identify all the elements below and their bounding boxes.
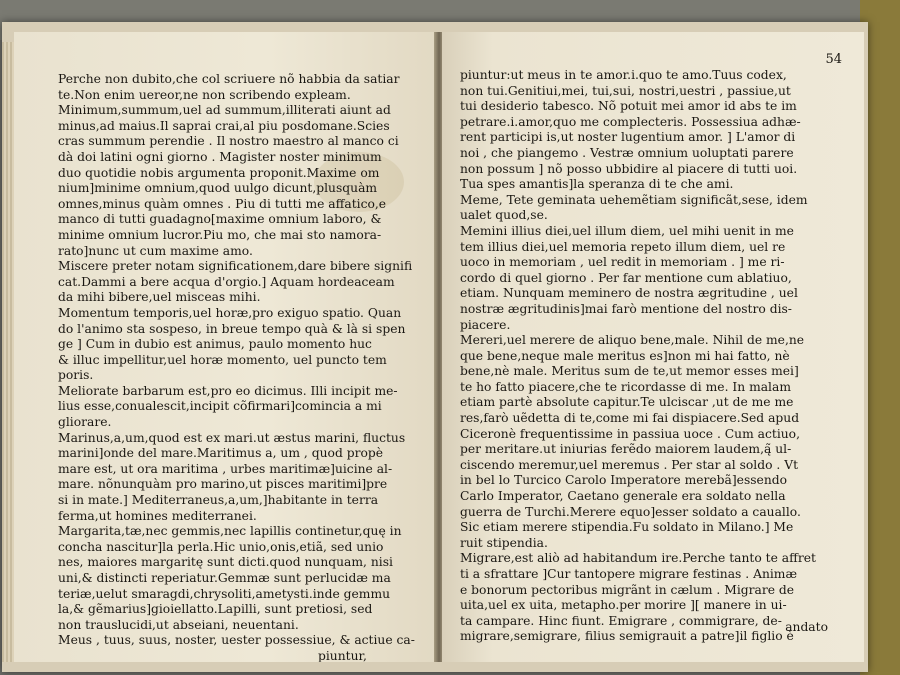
text-line: duo quotidie nobis argumenta proponit.Maxime om <box>58 165 380 180</box>
text-line: nium]minime omnium,quod uulgo dicunt,plusquàm <box>58 181 378 196</box>
text-line: Miscere preter notam significationem,dare bibere signifi <box>58 259 413 274</box>
text-line: & illuc impellitur,uel horæ momento, uel puncto tem <box>58 352 387 367</box>
text-line: Memini illius diei,uel illum diem, uel mihi uenit in me <box>460 223 794 238</box>
text-line: ti a sfrattare ]Cur tantopere migrare festinas . Animæ <box>460 567 798 581</box>
text-line: petrare.i.amor,quo me complecteris. Possessiua adhæ- <box>460 114 801 129</box>
text-line: si in mate.] Mediterraneus,a,um,]habitante in terra <box>58 493 379 508</box>
text-line: Meme, Tete geminata uehemẽtiam significãt,sese, idem <box>460 192 808 207</box>
text-line: ualet quod,se. <box>460 208 548 223</box>
text-line: Migrare,est aliò ad habitandum ire.Perche tanto te affret <box>460 551 816 566</box>
text-line: poris. <box>58 368 94 383</box>
text-line: piacere. <box>460 317 511 332</box>
left-page-text <box>58 72 415 662</box>
text-line: per meritare.ut iniurias ferẽdo maiorem laudem,ą̃ ul- <box>460 442 792 457</box>
left-page <box>14 32 437 662</box>
text-line: manco di tutti guadagno[maxime omnium laboro, & <box>58 212 382 227</box>
text-line: uni,& distincti reperiatur.Gemmæ sunt perlucidæ ma <box>58 571 391 585</box>
text-line: Perche non dubito,che col scriuere nõ habbia da satiar <box>58 72 400 86</box>
text-line: que bene,neque male meritus es]non mi hai fatto, nè <box>460 348 790 363</box>
text-line: da mihi bibere,uel misceas mihi. <box>58 290 261 305</box>
text-line: Momentum temporis,uel horæ,pro exiguo spatio. Quan <box>58 305 402 320</box>
text-line: in bel lo Turcico Carolo Imperatore merebã]essendo <box>460 473 788 488</box>
text-line: guerra de Turchi.Merere equo]esser soldato a cauallo. <box>460 504 801 519</box>
text-line: non tui.Genitiui,mei, tui,sui, nostri,uestri , passiue,ut <box>460 83 791 98</box>
text-line: mare est, ut ora maritima , urbes maritimæ]uicine al- <box>58 461 393 476</box>
page-edges <box>2 42 14 662</box>
open-book <box>2 22 868 672</box>
text-line: Tua spes amantis]la speranza di te che ami. <box>460 177 734 192</box>
text-line: Marinus,a,um,quod est ex mari.ut æstus marini, fluctus <box>58 430 406 445</box>
text-line: rato]nunc ut cum maxime amo. <box>58 243 253 258</box>
text-line: nostræ ægritudinis]mai farò mentione del nostro dis- <box>460 301 792 316</box>
text-line: te.Non enim uereor,ne non scribendo expleam. <box>58 87 351 102</box>
text-line: Margarita,tæ,nec gemmis,nec lapillis continetur,quę in <box>58 524 402 539</box>
text-line: Meliorate barbarum est,pro eo dicimus. Illi incipit me- <box>58 383 398 398</box>
right-page <box>442 32 864 662</box>
text-line: concha nascitur]la perla.Hic unio,onis,etiã, sed unio <box>58 539 384 554</box>
text-line: noi , che piangemo . Vestræ omnium uoluptati parere <box>460 145 794 160</box>
text-line: nes, maiores margaritę sunt dicti.quod nunquam, nisi <box>58 555 393 570</box>
text-line: ta campare. Hinc fiunt. Emigrare , commigrare, de- <box>460 613 782 628</box>
text-line: gliorare. <box>58 415 112 430</box>
text-line: Sic etiam merere stipendia.Fu soldato in Milano.] Me <box>460 520 794 535</box>
text-line: Ciceronè frequentissime in passiua uoce . Cum actiuo, <box>460 426 800 441</box>
text-line: ruit stipendia. <box>460 535 548 550</box>
text-line: lius esse,conualescit,incipit cõfirmari]comincia a mi <box>58 399 382 414</box>
text-line: Meus , tuus, suus, noster, uester possessiue, & actiue ca- <box>58 633 415 648</box>
page-number: 54 <box>825 52 842 67</box>
text-line: uita,uel ex uita, metapho.per morire ][ manere in ui- <box>460 598 787 613</box>
text-line: cat.Dammi a bere acqua d'orgio.] Aquam hordeaceam <box>58 274 395 289</box>
text-line: bene,nè male. Meritus sum de te,ut memor esses mei] <box>460 364 799 379</box>
catchword: andato <box>785 620 828 634</box>
text-line: etiam partè absolute capitur.Te ulciscar ,ut de me me <box>460 395 794 410</box>
text-line: non possum ] nõ posso ubbidire al piacere di tutti uoi. <box>460 161 798 176</box>
text-line: do l'animo sta sospeso, in breue tempo quà & là si spen <box>58 321 406 336</box>
text-line: marini]onde del mare.Maritimus a, um , quod propè <box>58 446 384 461</box>
text-line: Mereri,uel merere de aliquo bene,male. Nihil de me,ne <box>460 333 805 348</box>
text-line: piuntur, <box>318 648 367 662</box>
right-page-text <box>460 68 816 645</box>
text-line: rent participi is,ut noster lugentium amor. ] L'amor di <box>460 130 796 145</box>
text-line: la,& gẽmarius]gioiellatto.Lapilli, sunt pretiosi, sed <box>58 602 373 617</box>
text-line: minus,ad maius.Il saprai crai,al piu posdomane.Scies <box>58 118 390 133</box>
text-line: non trauslucidi,ut abseiani, neuentani. <box>58 617 299 632</box>
text-line: res,farò uẽdetta di te,come mi fai dispiacere.Sed apud <box>460 411 800 426</box>
text-line: e bonorum pectoribus migrãnt in cælum . Migrare de <box>460 582 795 597</box>
text-line: dà doi latini ogni giorno . Magister noster minimum <box>58 149 382 164</box>
text-line: tui desiderio tabesco. Nõ potuit mei amor id abs te im <box>460 99 797 114</box>
text-line: mare. nõnunquàm pro marino,ut pisces maritimi]pre <box>58 477 388 492</box>
text-line: ferma,ut homines mediterranei. <box>58 508 257 523</box>
text-line: etiam. Nunquam meminero de nostra ægritudine , uel <box>460 286 798 301</box>
text-line: ge ] Cum in dubio est animus, paulo momento huc <box>58 337 372 352</box>
text-line: cordo di quel giorno . Per far mentione cum ablatiuo, <box>460 270 792 285</box>
text-line: uoco in memoriam , uel redit in memoriam . ] me ri- <box>460 255 785 270</box>
text-line: minime omnium lucror.Piu mo, che mai sto namora- <box>58 227 382 242</box>
text-line: migrare,semigrare, filius semigrauit a patre]il figlio è <box>460 629 794 644</box>
text-line: te ho fatto piacere,che te ricordasse di me. In malam <box>460 379 791 394</box>
text-line: ciscendo meremur,uel meremus . Per star al soldo . Vt <box>460 457 799 472</box>
text-line: cras summum perendie . Il nostro maestro al manco ci <box>58 134 399 149</box>
text-line: teriæ,uelut smaragdi,chrysoliti,ametysti.inde gemmu <box>58 586 391 601</box>
text-line: piuntur:ut meus in te amor.i.quo te amo.Tuus codex, <box>460 68 787 82</box>
text-line: omnes,minus quàm omnes . Piu di tutti me affatico,e <box>58 196 387 211</box>
text-line: Minimum,summum,uel ad summum,illiterati aiunt ad <box>58 103 391 118</box>
text-line: tem illius diei,uel memoria repeto illum diem, uel re <box>460 239 786 254</box>
text-line: Carlo Imperator, Caetano generale era soldato nella <box>460 489 786 504</box>
